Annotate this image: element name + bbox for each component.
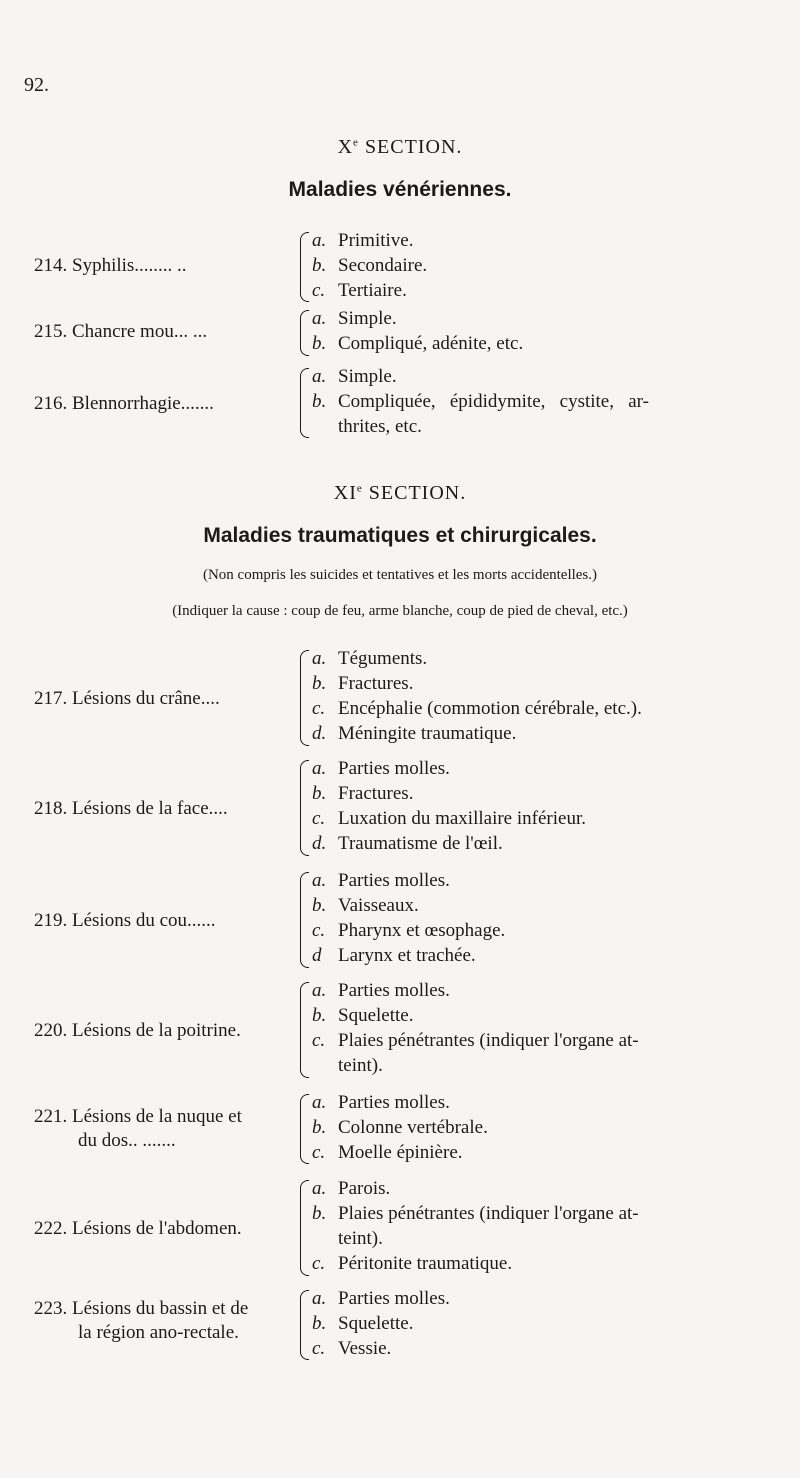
item-c: c. Moelle épinière. xyxy=(312,1142,463,1163)
section-x-heading xyxy=(0,136,800,159)
item-d: d Larynx et trachée. xyxy=(312,945,476,966)
entry-label: 220. Lésions de la poitrine. xyxy=(34,1020,241,1041)
section-xi-heading xyxy=(0,482,800,505)
item-d: d. Méningite traumatique. xyxy=(312,723,517,744)
item-b: b. Vaisseaux. xyxy=(312,895,419,916)
item-b: b. Compliquée, épididymite, cystite, ar- xyxy=(312,391,649,412)
item-b: b. Squelette. xyxy=(312,1313,414,1334)
entry-items xyxy=(312,978,639,1078)
entry-items xyxy=(312,228,427,303)
item-continuation: teint). xyxy=(338,1228,383,1249)
entry-label: 216. Blennorrhagie....... xyxy=(34,393,214,414)
item-b: b. Squelette. xyxy=(312,1005,414,1026)
section-suffix: e xyxy=(353,136,359,149)
item-a: a. Primitive. xyxy=(312,230,414,251)
item-c: c. Encéphalie (commotion cérébrale, etc.). xyxy=(312,698,642,719)
item-d: d. Traumatisme de l'œil. xyxy=(312,833,503,854)
entry-label-continued: du dos.. ....... xyxy=(78,1130,176,1151)
section-note: (Indiquer la cause : coup de feu, arme blanche, coup de pied de cheval, etc.) xyxy=(172,603,628,619)
item-continuation: thrites, etc. xyxy=(338,416,422,437)
item-a: a. Parties molles. xyxy=(312,1288,450,1309)
entry-label: 217. Lésions du crâne.... xyxy=(34,688,220,709)
section-xi-title: Maladies traumatiques et chirurgicales. xyxy=(203,524,597,547)
item-a: a. Parties molles. xyxy=(312,1092,450,1113)
brace xyxy=(300,650,309,746)
section-word: SECTION. xyxy=(364,136,463,158)
item-a: a. Parties molles. xyxy=(312,758,450,779)
item-c: c. Tertiaire. xyxy=(312,280,407,301)
item-c: c. Vessie. xyxy=(312,1338,392,1359)
section-suffix: e xyxy=(356,482,363,495)
entry-items xyxy=(312,1090,488,1165)
item-c: c. Péritonite traumatique. xyxy=(312,1253,513,1274)
item-c: c. Luxation du maxillaire inférieur. xyxy=(312,808,586,829)
item-a: a. Parties molles. xyxy=(312,980,450,1001)
item-b: b. Fractures. xyxy=(312,673,414,694)
item-a: a. Téguments. xyxy=(312,648,428,669)
entry-items xyxy=(312,868,505,968)
section-number: X xyxy=(337,136,354,158)
item-a: a. Parties molles. xyxy=(312,870,450,891)
item-c: c. Pharynx et œsophage. xyxy=(312,920,506,941)
item-b: b. Plaies pénétrantes (indiquer l'organe at- xyxy=(312,1203,639,1224)
section-word: SECTION. xyxy=(368,482,467,504)
brace xyxy=(300,310,309,356)
entry-items xyxy=(312,756,586,856)
entry-label-continued: la région ano-rectale. xyxy=(78,1322,239,1343)
item-a: a. Simple. xyxy=(312,366,397,387)
entry-label: 223. Lésions du bassin et de xyxy=(34,1298,249,1319)
brace xyxy=(300,368,309,438)
brace xyxy=(300,1290,309,1360)
entry-items xyxy=(312,646,642,746)
item-b: b. Fractures. xyxy=(312,783,414,804)
item-c: c. Plaies pénétrantes (indiquer l'organe at- xyxy=(312,1030,639,1051)
entry-label: 215. Chancre mou... ... xyxy=(34,321,208,342)
brace xyxy=(300,982,309,1078)
section-x-title: Maladies vénériennes. xyxy=(288,178,512,201)
item-continuation: teint). xyxy=(338,1055,383,1076)
section-number: XI xyxy=(333,482,357,504)
item-b: b. Compliqué, adénite, etc. xyxy=(312,333,524,354)
item-b: b. Colonne vertébrale. xyxy=(312,1117,488,1138)
entry-label: 218. Lésions de la face.... xyxy=(34,798,228,819)
entry-items xyxy=(312,306,523,356)
brace xyxy=(300,1180,309,1276)
item-a: a. Simple. xyxy=(312,308,397,329)
section-note: (Non compris les suicides et tentatives et les morts accidentelles.) xyxy=(202,567,598,583)
entry-label: 214. Syphilis........ .. xyxy=(34,255,187,276)
brace xyxy=(300,760,309,856)
page-number: 92. xyxy=(24,74,49,96)
entry-label: 221. Lésions de la nuque et xyxy=(34,1106,242,1127)
entry-items xyxy=(312,364,649,439)
item-b: b. Secondaire. xyxy=(312,255,428,276)
item-a: a. Parois. xyxy=(312,1178,391,1199)
entry-label: 219. Lésions du cou...... xyxy=(34,910,216,931)
entry-items xyxy=(312,1176,639,1276)
brace xyxy=(300,232,309,302)
entry-label: 222. Lésions de l'abdomen. xyxy=(34,1218,242,1239)
brace xyxy=(300,872,309,968)
brace xyxy=(300,1094,309,1164)
entry-items xyxy=(312,1286,450,1361)
